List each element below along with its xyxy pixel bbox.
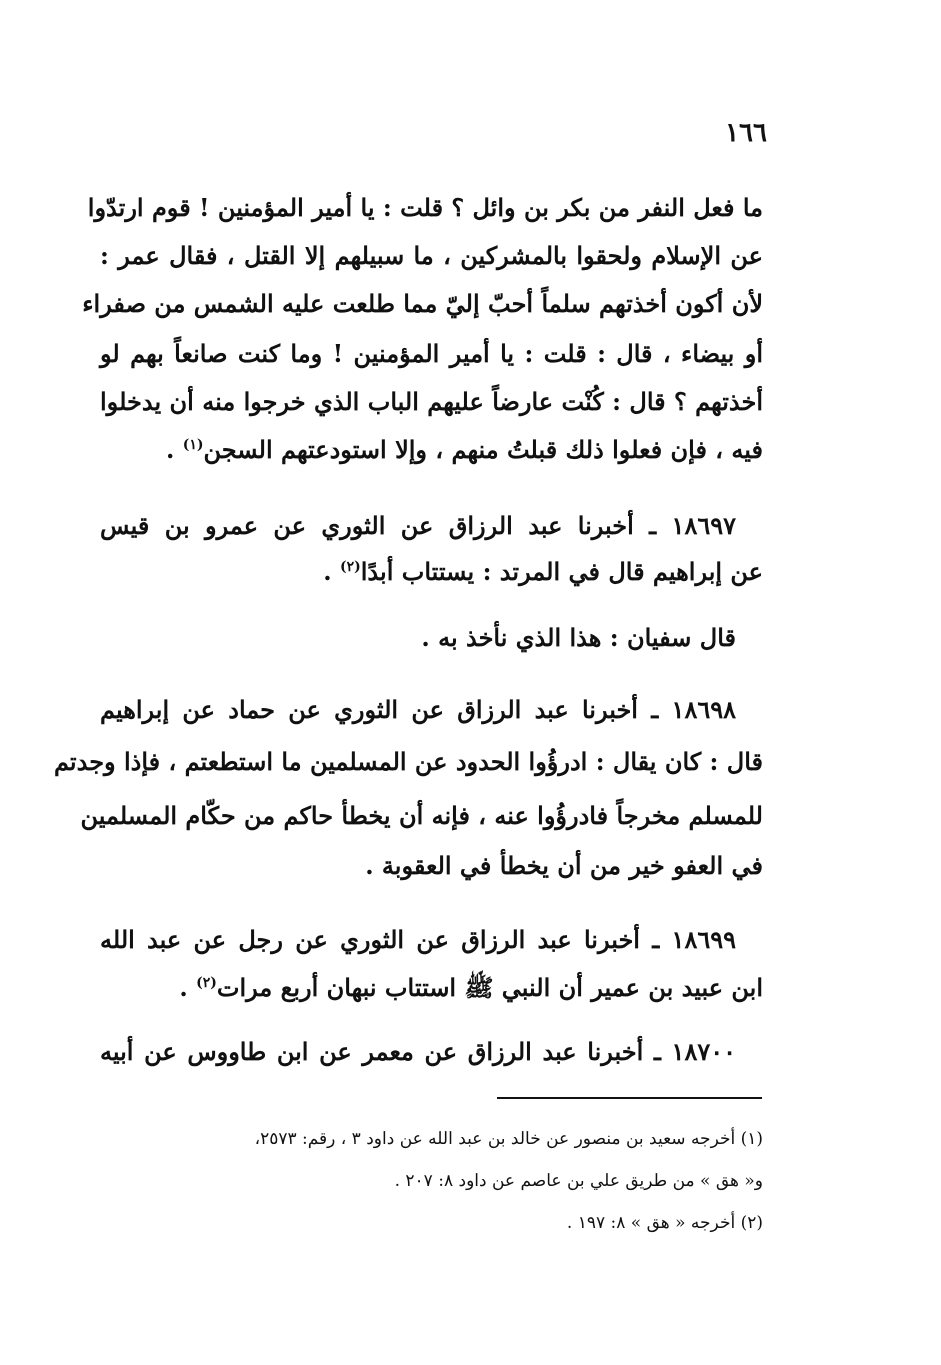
text-segment: . <box>179 973 197 1002</box>
hadith-line: ١٨٦٩٧ ـ أخبرنا عبد الرزاق عن الثوري عن عمرو بن قيس <box>100 511 736 540</box>
hadith-line: ١٨٦٩٩ ـ أخبرنا عبد الرزاق عن الثوري عن رجل عن عبد الله <box>100 925 736 954</box>
text-line: عن الإسلام ولحقوا بالمشركين ، ما سبيلهم إلا القتل ، فقال عمر : <box>100 241 763 270</box>
text-segment: . <box>323 557 340 586</box>
text-segment: عن إبراهيم قال في المرتد : يستتاب أبدًا <box>360 557 763 586</box>
text-line: ما فعل النفر من بكر بن وائل ؟ قلت : يا أمير المؤمنين ! قوم ارتدّوا <box>87 193 763 222</box>
hadith-line: ١٨٦٩٨ ـ أخبرنا عبد الرزاق عن الثوري عن حماد عن إبراهيم <box>100 695 736 724</box>
text-line <box>179 968 763 1008</box>
footnote-ref: (١) <box>182 437 204 453</box>
page-number: ١٦٦ <box>725 118 767 148</box>
footnote-divider <box>497 1097 762 1099</box>
footnote-line: (١) أخرجه سعيد بن منصور عن خالد بن عبد الله عن داود ٣ ، رقم: ٢٥٧٣، <box>254 1129 763 1149</box>
footnote-ref: (٢) <box>196 975 217 991</box>
hadith-line: ١٨٧٠٠ ـ أخبرنا عبد الرزاق عن معمر عن ابن طاووس عن أبيه <box>100 1037 736 1066</box>
footnote-line: و« هق » من طريق علي بن عاصم عن داود ٨: ٢٠٧ . <box>394 1171 763 1191</box>
text-line: قال سفيان : هذا الذي نأخذ به . <box>421 623 736 652</box>
text-line: في العفو خير من أن يخطأ في العقوبة . <box>365 851 763 880</box>
text-line: أخذتهم ؟ قال : كُنْت عارضاً عليهم الباب الذي خرجوا منه أن يدخلوا <box>100 387 763 416</box>
text-segment: فيه ، فإن فعلوا ذلك قبلتُ منهم ، وإلا استودعتهم السجن <box>203 435 763 464</box>
text-line: للمسلم مخرجاً فادرؤُوا عنه ، فإنه أن يخطأ حاكم من حكّام المسلمين <box>80 801 763 830</box>
text-line: لأن أكون أخذتهم سلماً أحبّ إليّ مما طلعت عليه الشمس من صفراء <box>82 289 763 318</box>
text-segment: . <box>166 435 183 464</box>
text-line: أو بيضاء ، قال : قلت : يا أمير المؤمنين ! وما كنت صانعاً بهم لو <box>100 339 763 368</box>
footnote-line: (٢) أخرجه « هق » ٨: ١٩٧ . <box>566 1213 763 1233</box>
text-line <box>323 552 763 592</box>
text-segment: ابن عبيد بن عمير أن النبي ﷺ استتاب نبهان أربع مرات <box>216 973 763 1002</box>
text-line <box>166 430 763 470</box>
text-line: قال : كان يقال : ادرؤُوا الحدود عن المسلمين ما استطعتم ، فإذا وجدتم <box>53 747 763 776</box>
footnote-ref: (٢) <box>339 559 361 575</box>
